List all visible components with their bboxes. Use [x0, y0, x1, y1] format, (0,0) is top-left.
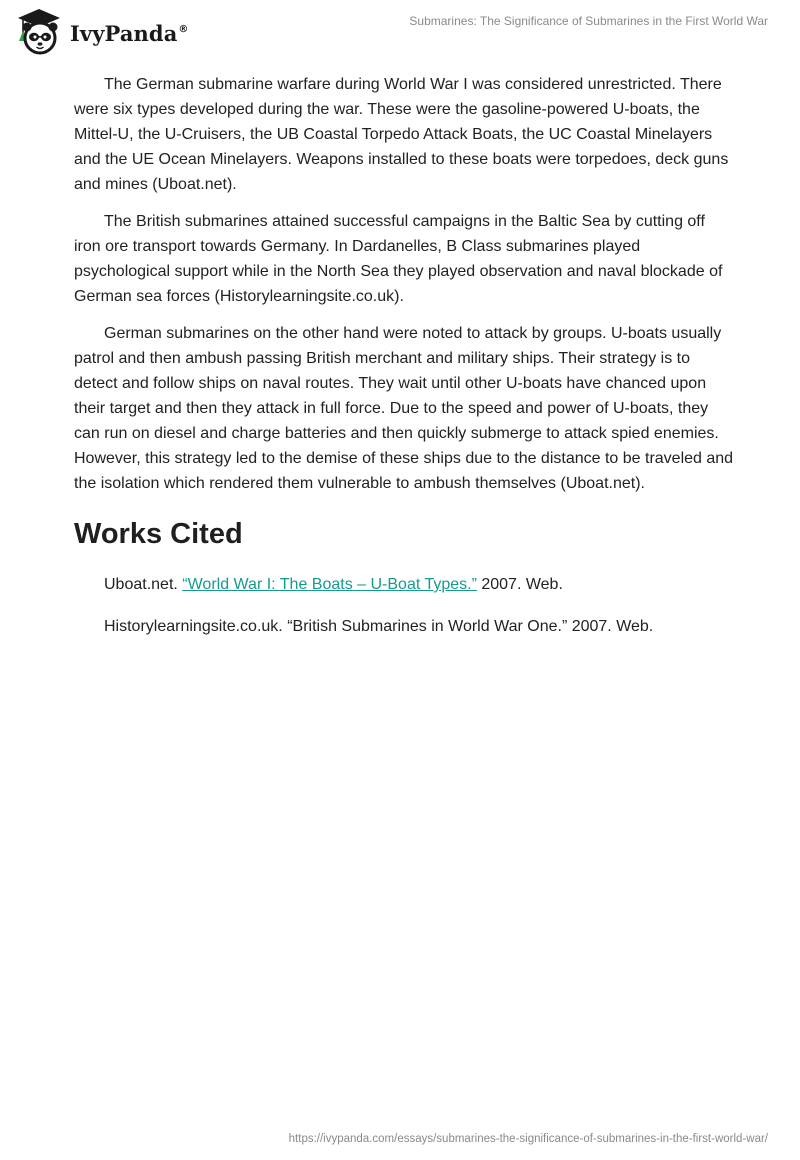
- essay-content: [74, 72, 734, 656]
- citation-item: [74, 614, 734, 639]
- citation-text: Historylearningsite.co.uk. “British Submarines in World War One.” 2007. Web.: [104, 618, 654, 635]
- registered-mark: ®: [178, 23, 189, 35]
- logo-text: IvyPanda: [70, 20, 178, 46]
- body-paragraph: The German submarine warfare during World War I was considered unrestricted. There were six types developed during the war. These were the gasoline-powered U-boats, the Mittel-U, the U-Cruisers, the UB Coastal Torpedo Attack Boats, the UC Coastal Minelayers and the UE Ocean Minelayers. Weapons installed to these boats were torpedoes, deck guns and mines (Uboat.net).: [74, 76, 729, 193]
- works-cited-heading: Works Cited: [74, 518, 243, 550]
- panda-icon: [14, 7, 64, 57]
- footer-url[interactable]: https://ivypanda.com/essays/submarines-the-significance-of-submarines-in-the-first-world-war/: [288, 1133, 768, 1145]
- citation-link[interactable]: “World War I: The Boats – U-Boat Types.”: [182, 576, 477, 593]
- works-cited-list: [74, 572, 734, 639]
- citation-prefix: Uboat.net.: [104, 576, 183, 593]
- body-paragraph: German submarines on the other hand were noted to attack by groups. U-boats usually patrol and then ambush passing British merchant and military ships. Their strategy is to detect and follow ships on naval routes. They wait until other U-boats have chanced upon their target and then they attack in full force. Due to the speed and power of U-boats, they can run on diesel and charge batteries and then quickly submerge to attack spied enemies. However, this strategy led to the demise of these ships due to the distance to be traveled and the isolation which rendered them vulnerable to ambush themselves (Uboat.net).: [74, 325, 734, 492]
- running-title: Submarines: The Significance of Submarines in the First World War: [409, 14, 768, 28]
- ivypanda-logo[interactable]: [14, 7, 189, 57]
- body-paragraph: The British submarines attained successful campaigns in the Baltic Sea by cutting off iron ore transport towards Germany. In Dardanelles, B Class submarines played psychological support while in the North Sea they played observation and naval blockade of German sea forces (Historylearningsite.co.uk).: [74, 213, 723, 305]
- citation-item: [74, 572, 734, 597]
- page-header: [0, 0, 800, 64]
- logo-wordmark: [70, 21, 189, 46]
- citation-suffix: 2007. Web.: [476, 576, 563, 593]
